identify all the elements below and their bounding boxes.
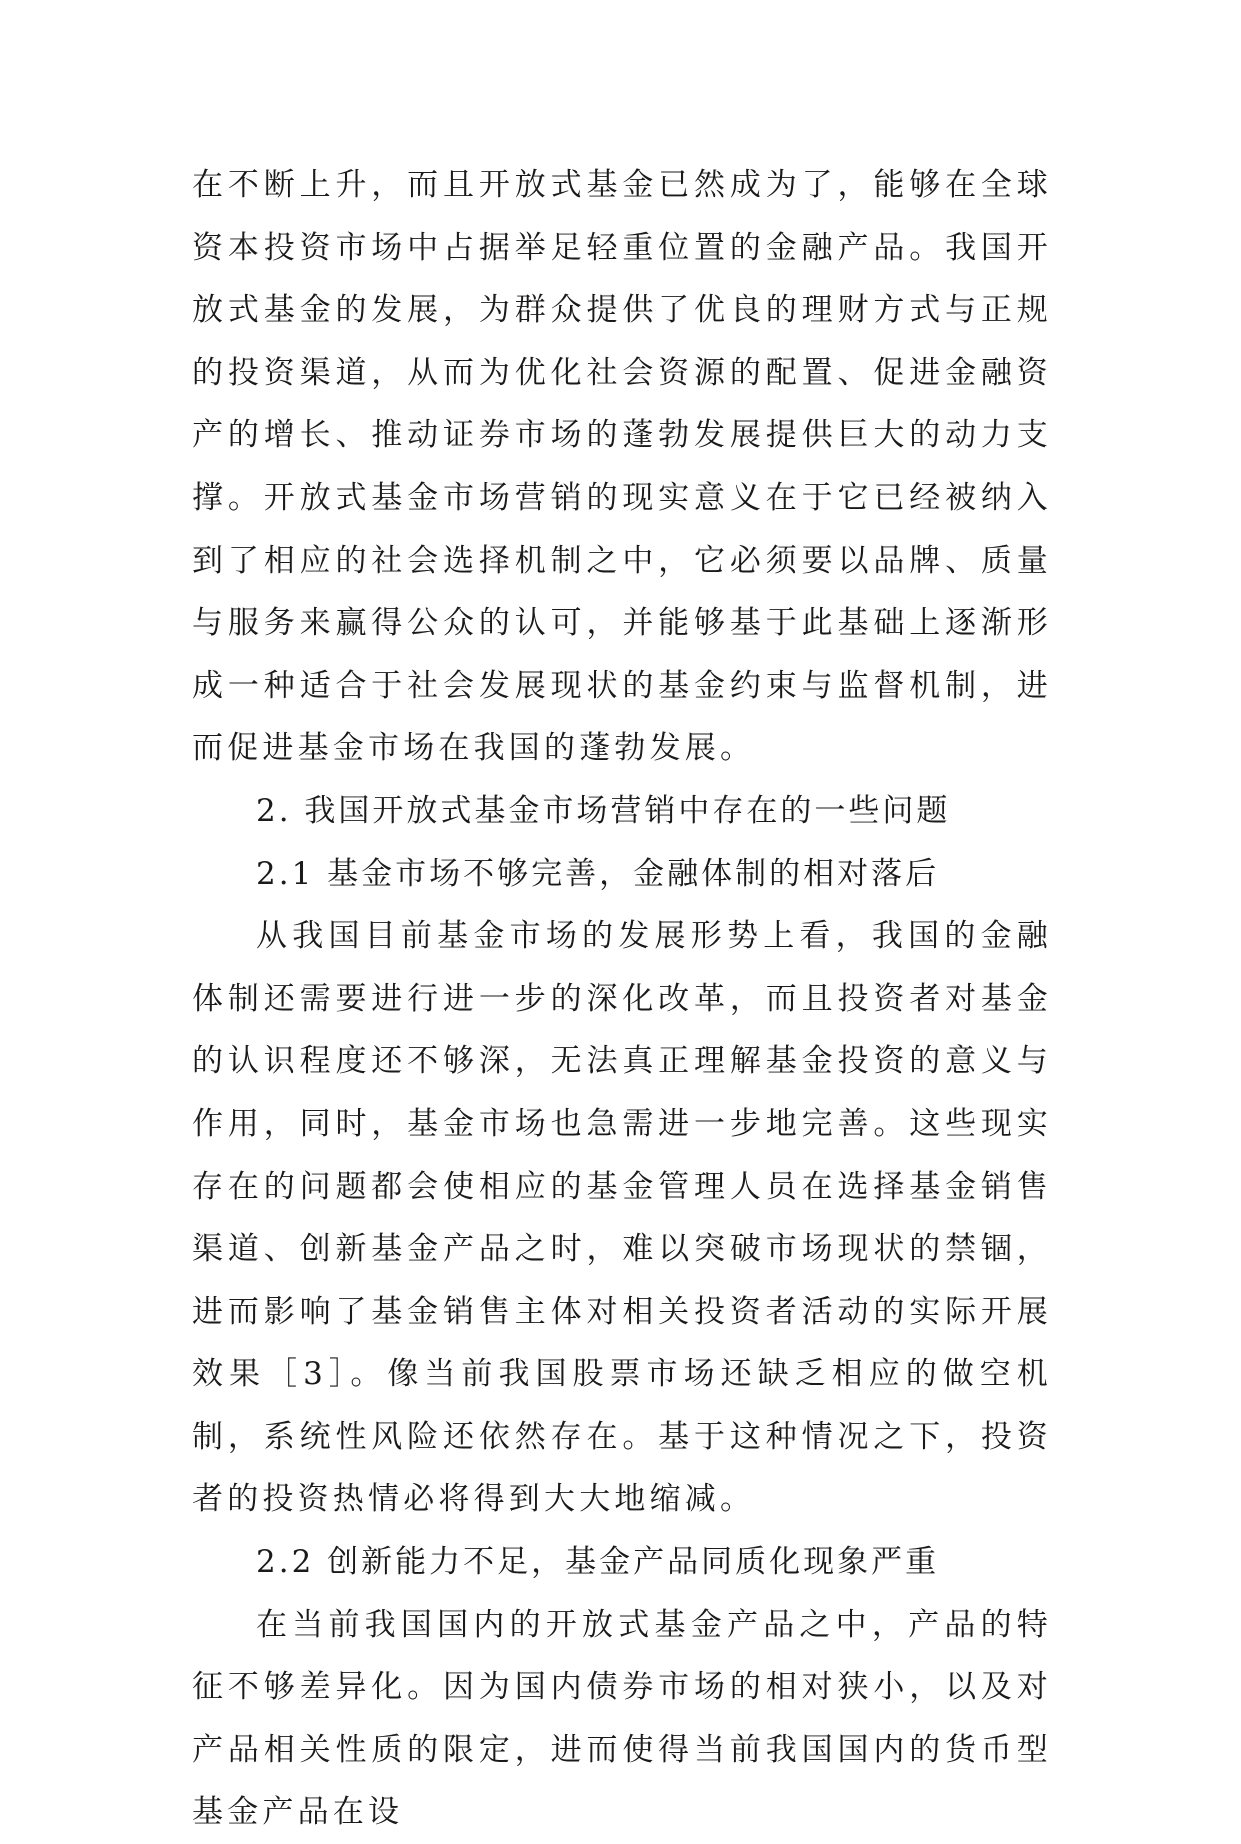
subsection-heading-2-2: 2.2 创新能力不足，基金产品同质化现象严重 — [256, 1544, 940, 1581]
paragraph-2-2-body: 在当前我国国内的开放式基金产品之中，产品的特征不够差异化。因为国内债券市场的相对狭小，以及对产品相关性质的限定，进而使得当前我国国内的货币型基金产品在设 — [192, 1606, 1052, 1831]
section-heading-2: 2. 我国开放式基金市场营销中存在的一些问题 — [256, 792, 951, 829]
paragraph-2-1-body: 从我国目前基金市场的发展形势上看，我国的金融体制还需要进行进一步的深化改革，而且投资者对基金的认识程度还不够深，无法真正理解基金投资的意义与作用，同时，基金市场也急需进一步地完善。这些现实存在的问题都会使相应的基金管理人员在选择基金销售渠道、创新基金产品之时，难以突破市场现状的禁锢，进而影响了基金销售主体对相关投资者活动的实际开展效果［3］。像当前我国股票市场还缺乏相应的做空机制，系统性风险还依然存在。基于这种情况之下，投资者的投资热情必将得到大大地缩减。 — [192, 918, 1052, 1518]
paragraph-intro-continuation: 在不断上升，而且开放式基金已然成为了，能够在全球资本投资市场中占据举足轻重位置的金融产品。我国开放式基金的发展，为群众提供了优良的理财方式与正规的投资渠道，从而为优化社会资源的配置、促进金融资产的增长、推动证券市场的蓬勃发展提供巨大的动力支撑。开放式基金市场营销的现实意义在于它已经被纳入到了相应的社会选择机制之中，它必须要以品牌、质量与服务来赢得公众的认可，并能够基于此基础上逐渐形成一种适合于社会发展现状的基金约束与监督机制，进而促进基金市场在我国的蓬勃发展。 — [192, 167, 1052, 767]
subsection-heading-2-1: 2.1 基金市场不够完善，金融体制的相对落后 — [256, 855, 940, 892]
document-body — [192, 154, 1052, 1844]
